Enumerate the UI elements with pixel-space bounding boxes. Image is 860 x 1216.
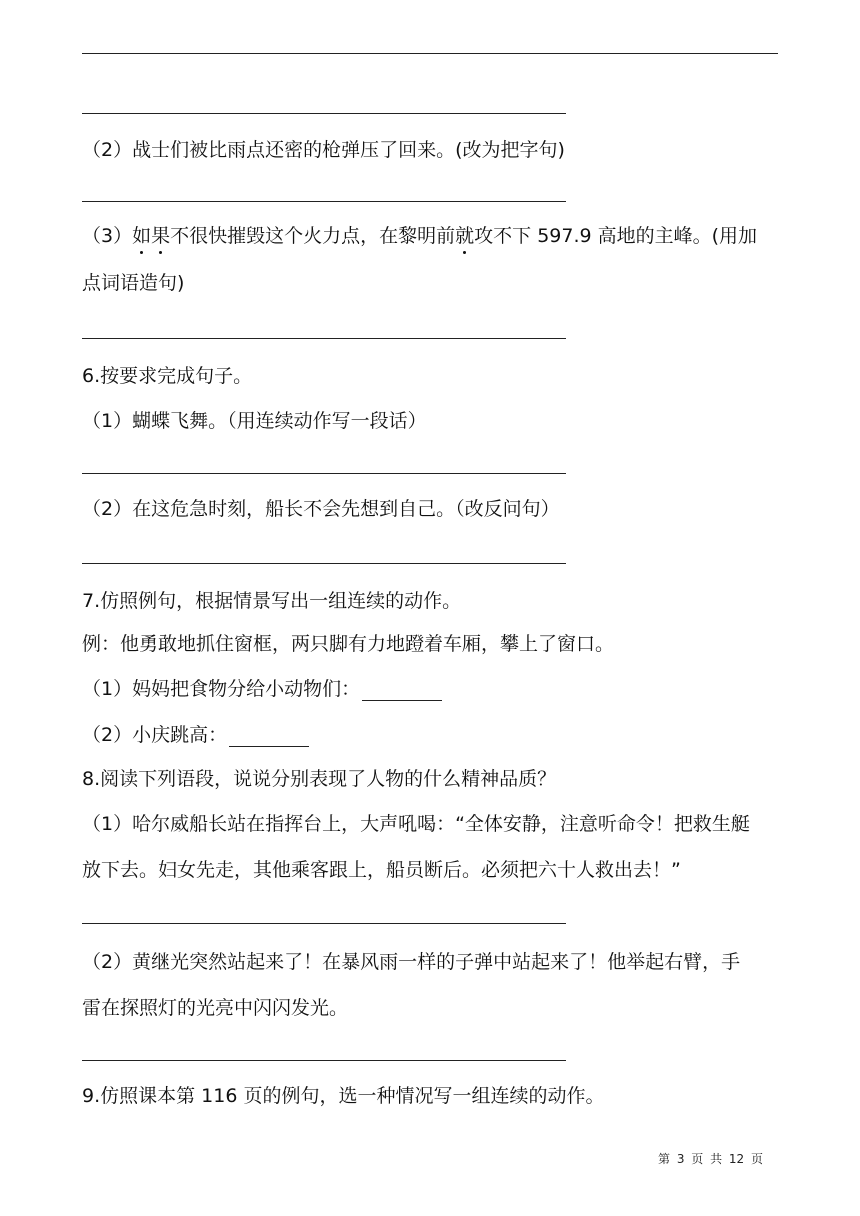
dotted-char: 如 [132, 225, 152, 247]
answer-line[interactable] [82, 201, 566, 202]
q5-item3-line1 [82, 224, 757, 248]
q8-item1-line1: （1）哈尔威船长站在指挥台上，大声吼喝：“全体安静，注意听命令！把救生艇 [82, 813, 750, 835]
q7-example: 例：他勇敢地抓住窗框，两只脚有力地蹬着车厢，攀上了窗口。 [82, 633, 615, 655]
q6-item2: （2）在这危急时刻，船长不会先想到自己。（改反问句） [82, 498, 560, 520]
q5-item3-prefix: （3） [82, 225, 133, 247]
fill-blank[interactable] [229, 728, 309, 747]
page-footer: 第 3 页 共 12 页 [658, 1152, 763, 1166]
top-rule [82, 53, 778, 54]
q9-title: 9.仿照课本第 116 页的例句，选一种情况写一组连续的动作。 [82, 1085, 605, 1107]
answer-line[interactable] [82, 113, 566, 114]
q6-item1: （1）蝴蝶飞舞。（用连续动作写一段话） [82, 410, 427, 432]
q8-title: 8.阅读下列语段，说说分别表现了人物的什么精神品质？ [82, 768, 557, 790]
q7-title: 7.仿照例句，根据情景写出一组连续的动作。 [82, 590, 462, 612]
answer-line[interactable] [82, 563, 566, 564]
q5-item2: （2）战士们被比雨点还密的枪弹压了回来。(改为把字句) [82, 139, 565, 161]
answer-line[interactable] [82, 473, 566, 474]
q8-item2-line2: 雷在探照灯的光亮中闪闪发光。 [82, 997, 349, 1019]
q5-item3-suffix: 攻不下 597.9 高地的主峰。(用加 [474, 225, 758, 247]
q7-item2-label: （2）小庆跳高： [82, 724, 228, 746]
q7-item2 [82, 723, 309, 747]
q5-item3-mid: 不很快摧毁这个火力点，在黎明前 [170, 225, 456, 247]
dotted-char: 果 [151, 225, 171, 247]
q7-item1 [82, 677, 442, 701]
q6-title: 6.按要求完成句子。 [82, 365, 253, 387]
fill-blank[interactable] [362, 682, 442, 701]
answer-line[interactable] [82, 338, 566, 339]
q8-item2-line1: （2）黄继光突然站起来了！在暴风雨一样的子弹中站起来了！他举起右臂，手 [82, 951, 741, 973]
answer-line[interactable] [82, 923, 566, 924]
answer-line[interactable] [82, 1060, 566, 1061]
q5-item3-line2: 点词语造句) [82, 272, 185, 294]
dotted-char: 就 [455, 225, 475, 247]
q8-item1-line2: 放下去。妇女先走，其他乘客跟上，船员断后。必须把六十人救出去！” [82, 859, 681, 881]
q7-item1-label: （1）妈妈把食物分给小动物们： [82, 678, 361, 700]
